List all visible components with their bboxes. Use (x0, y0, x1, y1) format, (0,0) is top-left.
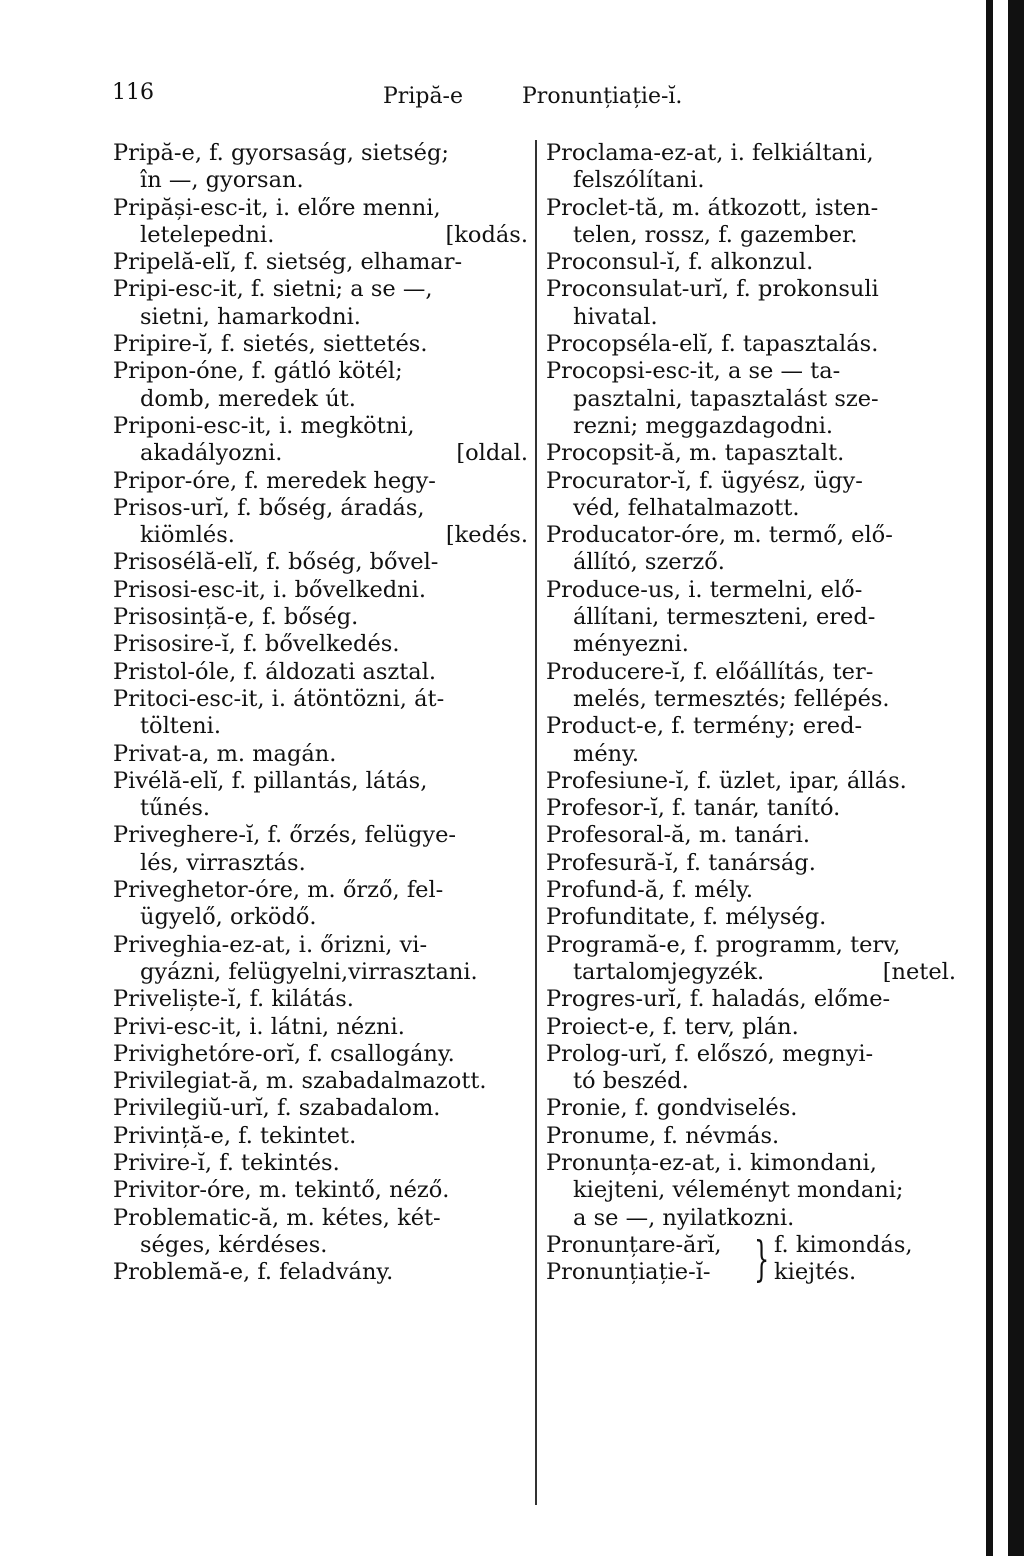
entry-line: Prolog-urĭ, f. előszó, megnyi- (546, 1040, 874, 1067)
curly-brace-icon: } (754, 1230, 770, 1287)
entry-line: Pripi-esc-it, f. sietni; a se —, (113, 276, 433, 303)
entry-line: Pripă-e, f. gyorsaság, sietség; (113, 140, 449, 166)
entry-line: Prisosire-ĭ, f. bővelkedés. (113, 631, 400, 658)
dictionary-entry (113, 358, 528, 413)
dictionary-entry (113, 686, 528, 741)
entry-line: Proconsulat-urĭ, f. prokonsuli (546, 276, 879, 303)
entry-line: Pripon-óne, f. gátló kötél; (113, 358, 403, 385)
dictionary-entry (113, 877, 528, 932)
entry-line: Profund-ă, f. mély. (546, 877, 754, 904)
dictionary-entry (546, 577, 956, 659)
entry-continuation: kiejteni, véleményt mondani; (573, 1177, 904, 1204)
dictionary-entry (546, 932, 956, 987)
entry-line: Problemă-e, f. feladvány. (113, 1259, 394, 1286)
page-header (0, 80, 1024, 120)
entry-line: Producator-óre, m. termő, elő- (546, 522, 893, 549)
bracket-shared-line-a: f. kimondás, (774, 1231, 913, 1258)
entry-line: Pripire-ĭ, f. sietés, siettetés. (113, 331, 428, 358)
dictionary-entry (113, 1068, 528, 1095)
entry-line: Privilegiat-ă, m. szabadalmazott. (113, 1068, 487, 1095)
entry-continuation: mény. (573, 740, 640, 767)
entry-line: Profesoral-ă, m. tanári. (546, 822, 810, 849)
dictionary-entry (546, 904, 956, 931)
entry-continuation: hivatal. (573, 303, 658, 330)
entry-line: Programă-e, f. programm, terv, (546, 931, 901, 958)
entry-line: Proiect-e, f. terv, plán. (546, 1013, 799, 1040)
dictionary-entry (546, 440, 956, 467)
column-divider (535, 140, 537, 1505)
dictionary-entry (113, 495, 528, 550)
dictionary-entry (113, 1259, 528, 1286)
entry-line: Pronie, f. gondviselés. (546, 1095, 798, 1122)
entry-line: Priponi-esc-it, i. megkötni, (113, 412, 415, 439)
entry-continuation: tartalomjegyzék. (573, 958, 765, 985)
dictionary-entry (546, 822, 956, 849)
entry-line: Priveliște-ĭ, f. kilátás. (113, 986, 354, 1013)
entry-continuation: rezni; meggazdagodni. (573, 412, 834, 439)
entry-line: Procurator-ĭ, f. ügyész, ügy- (546, 467, 863, 494)
dictionary-entry (546, 713, 956, 768)
dictionary-entry (113, 986, 528, 1013)
dictionary-entry (113, 604, 528, 631)
entry-continuation: ményezni. (573, 631, 689, 658)
entry-line: Pristol-óle, f. áldozati asztal. (113, 658, 437, 685)
bracket-headword-b: Pronunțiație-ĭ- (546, 1259, 711, 1286)
entry-line: Privire-ĭ, f. tekintés. (113, 1149, 340, 1176)
entry-continuation: a se —, nyilatkozni. (573, 1204, 795, 1231)
entry-line: Privință-e, f. tekintet. (113, 1122, 357, 1149)
dictionary-entry (113, 741, 528, 768)
entry-line: Pripor-óre, f. meredek hegy- (113, 467, 436, 494)
entry-continuation: tűnés. (140, 795, 211, 822)
entry-continuation: ügyelő, orködő. (140, 904, 317, 931)
entry-continuation: akadályozni. (140, 440, 283, 467)
entry-line: Prisosi-esc-it, i. bővelkedni. (113, 576, 427, 603)
entry-line: Procopsit-ă, m. tapasztalt. (546, 440, 845, 467)
entry-line: Pronunța-ez-at, i. kimondani, (546, 1149, 877, 1176)
entry-line: Pivélă-elĭ, f. pillantás, látás, (113, 767, 428, 794)
dictionary-entry (546, 1014, 956, 1041)
entry-continuation: sietni, hamarkodni. (140, 303, 361, 330)
dictionary-entry (113, 1205, 528, 1260)
right-entries (546, 140, 956, 1232)
entry-line: Progres-urĭ, f. haladás, előme- (546, 986, 891, 1013)
dictionary-entry (113, 468, 528, 495)
dictionary-entry (113, 822, 528, 877)
entry-continuation: gyázni, felügyelni,virrasztani. (140, 958, 478, 985)
bracketed-word-fragment: [kodás. (445, 221, 528, 248)
entry-line: Profesură-ĭ, f. tanárság. (546, 849, 816, 876)
dictionary-entry (546, 768, 956, 795)
entry-line: Pripelă-elĭ, f. sietség, elhamar- (113, 249, 463, 276)
entry-continuation: domb, meredek út. (140, 385, 356, 412)
dictionary-entry (113, 413, 528, 468)
left-guide-word: Pripă-e (383, 84, 464, 109)
entry-line: Priveghere-ĭ, f. őrzés, felügye- (113, 822, 457, 849)
entry-continuation: kiömlés. (140, 522, 235, 549)
dictionary-entry (546, 522, 956, 577)
entry-continuation: állítani, termeszteni, ered- (573, 604, 876, 631)
entry-line: Priveghetor-óre, m. őrző, fel- (113, 877, 444, 904)
dictionary-entry (113, 577, 528, 604)
dictionary-entry (113, 249, 528, 276)
dictionary-entry (113, 276, 528, 331)
dictionary-entry (113, 932, 528, 987)
entry-line: Prisosélă-elĭ, f. bőség, bővel- (113, 549, 439, 576)
bracketed-word-fragment: [netel. (882, 958, 956, 985)
entry-line: Privitor-óre, m. tekintő, néző. (113, 1177, 450, 1204)
dictionary-entry (546, 659, 956, 714)
bracket-shared-definition (774, 1232, 913, 1287)
dictionary-entry (113, 195, 528, 250)
dictionary-entry (113, 659, 528, 686)
dictionary-entry (113, 140, 528, 195)
entry-line: Procopsi-esc-it, a se — ta- (546, 358, 841, 385)
entry-line: Problematic-ă, m. kétes, két- (113, 1204, 441, 1231)
entry-continuation: tölteni. (140, 713, 221, 740)
dictionary-entry (546, 195, 956, 250)
entry-line: Prisos-urĭ, f. bőség, áradás, (113, 494, 425, 521)
entry-line: Pronume, f. névmás. (546, 1122, 780, 1149)
dictionary-entry (113, 331, 528, 358)
entry-line: Procopséla-elĭ, f. tapasztalás. (546, 331, 879, 358)
right-column (546, 140, 956, 1286)
dictionary-entry (546, 1041, 956, 1096)
dictionary-entry (113, 1014, 528, 1041)
entry-line: Privi-esc-it, i. látni, nézni. (113, 1013, 405, 1040)
dictionary-entry (546, 358, 956, 440)
dictionary-entry (113, 1177, 528, 1204)
entry-line: Pritoci-esc-it, i. átöntözni, át- (113, 685, 445, 712)
dictionary-entry (546, 1123, 956, 1150)
page-number: 116 (112, 80, 154, 105)
dictionary-entry (546, 1150, 956, 1232)
entry-line: Produce-us, i. termelni, elő- (546, 576, 863, 603)
entry-line: Producere-ĭ, f. előállítás, ter- (546, 658, 874, 685)
dictionary-entry (113, 768, 528, 823)
entry-line: Privilegiŭ-urĭ, f. szabadalom. (113, 1095, 441, 1122)
dictionary-entry (546, 877, 956, 904)
entry-line: Proconsul-ĭ, f. alkonzul. (546, 249, 814, 276)
entry-line: Privat-a, m. magán. (113, 740, 337, 767)
dictionary-entry (546, 468, 956, 523)
bracket-entry (546, 1232, 956, 1287)
dictionary-entry (113, 1150, 528, 1177)
dictionary-entry (546, 1095, 956, 1122)
dictionary-entry (546, 249, 956, 276)
dictionary-entry (113, 549, 528, 576)
entry-line: Profesiune-ĭ, f. üzlet, ipar, állás. (546, 767, 907, 794)
left-column (113, 140, 528, 1286)
entry-line: Privighetóre-orĭ, f. csallogány. (113, 1040, 455, 1067)
right-guide-word: Pronunțiație-ĭ. (522, 84, 683, 109)
entry-line: Profunditate, f. mélység. (546, 904, 827, 931)
dictionary-entry (546, 331, 956, 358)
dictionary-entry (546, 276, 956, 331)
dictionary-entry (113, 1095, 528, 1122)
dictionary-entry (546, 140, 956, 195)
entry-continuation: pasztalni, tapasztalást sze- (573, 385, 879, 412)
entry-continuation: lés, virrasztás. (140, 849, 306, 876)
dictionary-entry (113, 1041, 528, 1068)
entry-continuation: véd, felhatalmazott. (573, 494, 800, 521)
entry-continuation: letelepedni. (140, 221, 275, 248)
entry-continuation: în —, gyorsan. (140, 167, 304, 194)
entry-continuation: tó beszéd. (573, 1068, 689, 1095)
entry-line: Pripăși-esc-it, i. előre menni, (113, 194, 441, 221)
dictionary-entry (546, 795, 956, 822)
dictionary-entry (546, 850, 956, 877)
entry-continuation: melés, termesztés; fellépés. (573, 685, 890, 712)
bracketed-word-fragment: [kedés. (445, 522, 528, 549)
entry-line: Proclama-ez-at, i. felkiáltani, (546, 140, 874, 166)
dictionary-entry (546, 986, 956, 1013)
entry-continuation: állító, szerző. (573, 549, 725, 576)
entry-line: Profesor-ĭ, f. tanár, tanító. (546, 795, 841, 822)
entry-continuation: séges, kérdéses. (140, 1231, 328, 1258)
bracket-shared-line-b: kiejtés. (774, 1259, 857, 1286)
entry-line: Priveghia-ez-at, i. őrizni, vi- (113, 931, 428, 958)
entry-continuation: felszólítani. (573, 167, 705, 194)
entry-continuation: telen, rossz, f. gazember. (573, 221, 858, 248)
dictionary-entry (113, 1123, 528, 1150)
dictionary-entry (113, 631, 528, 658)
entry-line: Product-e, f. termény; ered- (546, 713, 863, 740)
entry-line: Prisosință-e, f. bőség. (113, 604, 359, 631)
entry-line: Proclet-tă, m. átkozott, isten- (546, 194, 879, 221)
scan-edge-highlight (993, 0, 1008, 1556)
bracket-headword-a: Pronunțare-ărĭ, (546, 1231, 722, 1258)
bracketed-word-fragment: [oldal. (456, 440, 528, 467)
